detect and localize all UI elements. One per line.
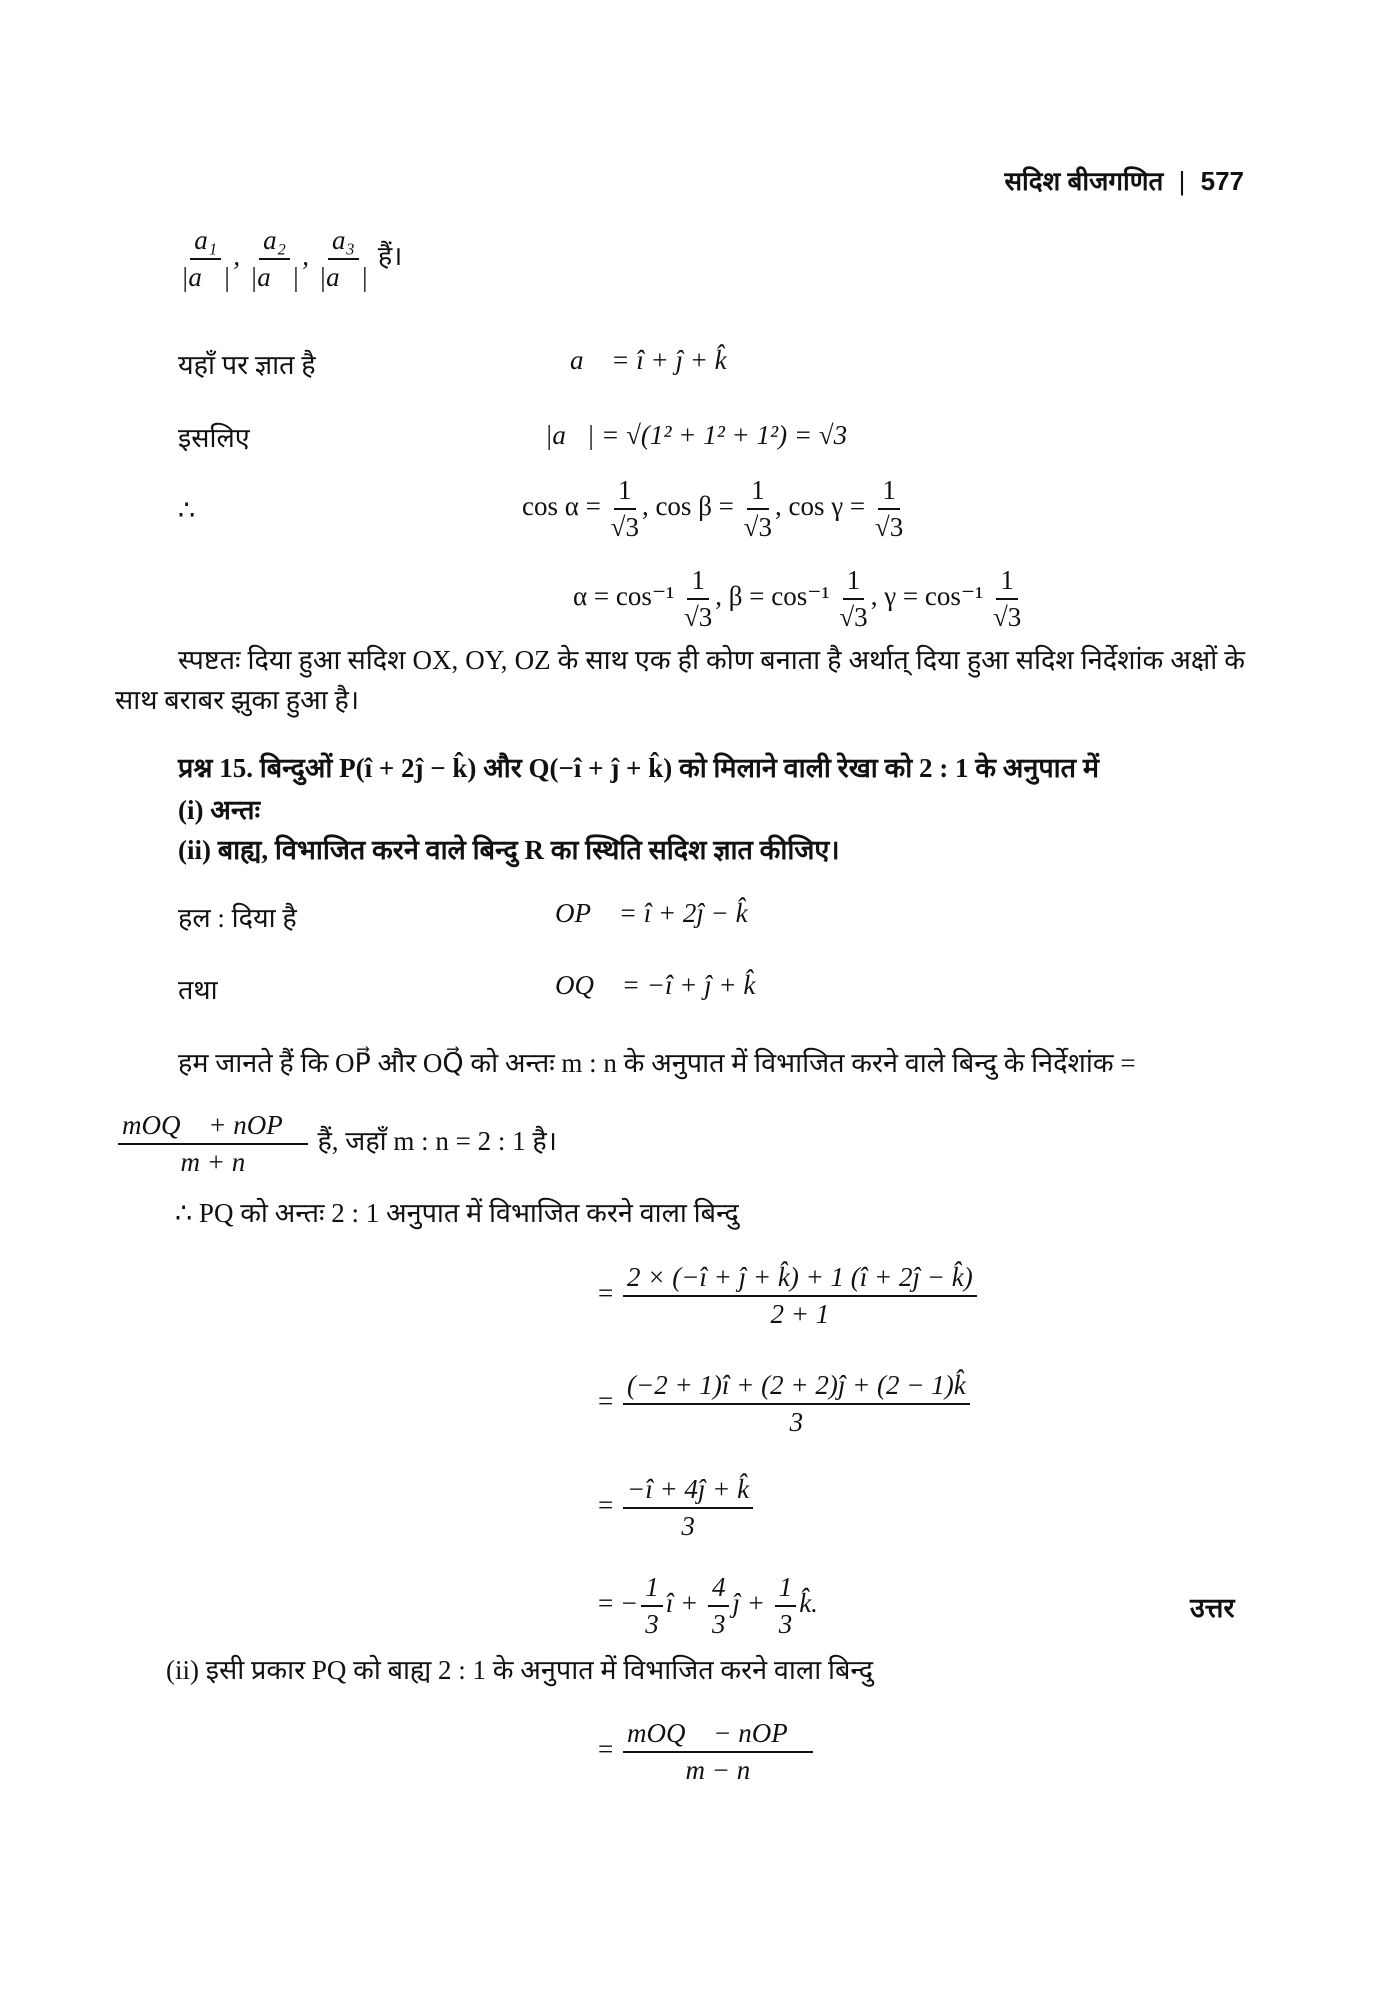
- numerator: 1: [687, 565, 709, 600]
- chapter-title: सदिश बीजगणित: [1004, 166, 1164, 196]
- numerator: a₂: [259, 225, 290, 260]
- equals-sign: =: [598, 1490, 614, 1521]
- i-term: î +: [665, 1588, 699, 1619]
- numerator: mOQ⃗ − nOP⃗: [623, 1718, 813, 1753]
- question-line-2: (i) अन्तः: [178, 795, 261, 825]
- fraction: [623, 1262, 977, 1330]
- numerator: 1: [775, 1572, 797, 1607]
- denominator: m − n: [685, 1755, 751, 1785]
- denominator: 3: [778, 1609, 793, 1639]
- given-equation: a⃗ = î + ĵ + k̂: [570, 345, 727, 375]
- page-number: 577: [1200, 166, 1244, 196]
- angles-equation: [573, 565, 1024, 633]
- denominator: √3: [992, 602, 1022, 632]
- therefore-symbol: ∴: [178, 495, 196, 525]
- step-2: [598, 1370, 973, 1438]
- denominator: 3: [711, 1609, 726, 1639]
- answer-label: उत्तर: [1190, 1593, 1235, 1623]
- numerator: 2 × (−î + ĵ + k̂) + 1 (î + 2ĵ − k̂): [623, 1262, 977, 1297]
- cosines-equation: [522, 475, 906, 543]
- denominator: √3: [874, 512, 904, 542]
- solution-given-label: हल : दिया है: [178, 903, 297, 933]
- step-3: [598, 1474, 756, 1542]
- numerator: 1: [843, 565, 865, 600]
- fraction: [623, 1474, 753, 1542]
- fraction: [839, 565, 867, 633]
- external-formula: [598, 1718, 816, 1786]
- numerator: 1: [878, 475, 900, 510]
- numerator: −î + 4ĵ + k̂: [623, 1474, 753, 1509]
- fraction: [118, 1110, 308, 1178]
- numerator: 1: [614, 475, 636, 510]
- header-separator: |: [1178, 166, 1186, 196]
- equals-sign: =: [598, 1386, 614, 1417]
- numerator: 1: [747, 475, 769, 510]
- section-formula: [115, 1110, 557, 1178]
- minus-sign: −: [619, 1588, 639, 1619]
- cos-gamma: , cos γ =: [775, 491, 866, 522]
- fraction: [744, 475, 772, 543]
- page-header: [1004, 162, 1244, 198]
- equals-sign: =: [598, 1278, 614, 1309]
- alpha: α = cos⁻¹: [573, 581, 675, 612]
- fraction: [875, 475, 903, 543]
- fraction: [611, 475, 639, 543]
- j-term: ĵ +: [732, 1588, 765, 1619]
- question-line-1: प्रश्न 15. बिन्दुओं P(î + 2ĵ − k̂) और Q(−î + ĵ + k̂) को मिलाने वाली रेखा को 2 : 1 के अनुपात में: [178, 753, 1099, 783]
- question-line-3: (ii) बाह्य, विभाजित करने वाले बिन्दु R का स्थिति सदिश ज्ञात कीजिए।: [178, 835, 840, 865]
- fraction: [319, 225, 368, 293]
- comma: ,: [302, 241, 309, 272]
- external-division-line: (ii) इसी प्रकार PQ को बाह्य 2 : 1 के अनुपात में विभाजित करने वाला बिन्दु: [166, 1655, 874, 1685]
- fraction: [684, 565, 712, 633]
- fraction: [250, 225, 299, 293]
- numerator: a₃: [328, 225, 359, 260]
- fraction: [775, 1572, 797, 1640]
- fraction: [623, 1370, 970, 1438]
- denominator: √3: [839, 602, 868, 632]
- magnitude-equation: |a⃗| = √(1² + 1² + 1²) = √3: [545, 420, 848, 450]
- oq-equation: OQ⃗ = −î + ĵ + k̂: [555, 970, 756, 1000]
- given-label: यहाँ पर ज्ञात है: [178, 350, 316, 380]
- denominator: 3: [681, 1511, 695, 1541]
- denominator: √3: [683, 602, 713, 632]
- suffix-text: हैं।: [377, 241, 403, 272]
- denominator: 3: [645, 1609, 659, 1639]
- cos-alpha: cos α =: [522, 491, 601, 522]
- comma: ,: [233, 241, 241, 272]
- step-4: [598, 1572, 818, 1640]
- numerator: 4: [708, 1572, 730, 1607]
- denominator: √3: [743, 512, 772, 542]
- numerator: a₁: [190, 225, 221, 260]
- step-1: [598, 1262, 980, 1330]
- k-term: k̂.: [799, 1588, 818, 1619]
- cos-beta: , cos β =: [641, 491, 734, 522]
- denominator: 3: [789, 1407, 804, 1437]
- equals-sign: =: [598, 1588, 614, 1619]
- numerator: 1: [641, 1572, 663, 1607]
- beta: , β = cos⁻¹: [715, 581, 830, 612]
- section-formula-line: हम जानते हैं कि OP⃗ और OQ⃗ को अन्तः m : n के अनुपात में विभाजित करने वाले बिन्दु के निर्देशांक =: [178, 1048, 1136, 1078]
- gamma: , γ = cos⁻¹: [870, 581, 984, 612]
- numerator: 1: [996, 565, 1018, 600]
- numerator: mOQ⃗ + nOP⃗: [118, 1110, 308, 1145]
- fraction: [623, 1718, 813, 1786]
- denominator: |a⃗|: [318, 262, 369, 292]
- fraction: [993, 565, 1021, 633]
- denominator: |a⃗|: [181, 262, 231, 292]
- section-suffix: हैं, जहाँ m : n = 2 : 1 है।: [317, 1126, 557, 1157]
- and-label: तथा: [178, 975, 218, 1005]
- denominator: |a⃗|: [249, 262, 300, 292]
- internal-division-line: ∴ PQ को अन्तः 2 : 1 अनुपात में विभाजित करने वाला बिन्दु: [175, 1198, 739, 1228]
- denominator: 2 + 1: [770, 1299, 830, 1329]
- fraction: [708, 1572, 730, 1640]
- conclusion-paragraph: स्पष्टतः दिया हुआ सदिश OX, OY, OZ के साथ एक ही कोण बनाता है अर्थात् दिया हुआ सदिश निर्देशांक अक्षों के साथ बराबर झुका हुआ है।: [115, 645, 1245, 715]
- equals-sign: =: [598, 1734, 614, 1765]
- numerator: (−2 + 1)î + (2 + 2)ĵ + (2 − 1)k̂: [623, 1370, 970, 1405]
- fraction: [641, 1572, 663, 1640]
- direction-cosine-fractions: [178, 225, 402, 293]
- fraction: [181, 225, 230, 293]
- denominator: √3: [610, 512, 639, 542]
- denominator: m + n: [180, 1147, 246, 1177]
- op-equation: OP⃗ = î + 2ĵ − k̂: [555, 898, 748, 928]
- therefore-label: इसलिए: [178, 423, 250, 453]
